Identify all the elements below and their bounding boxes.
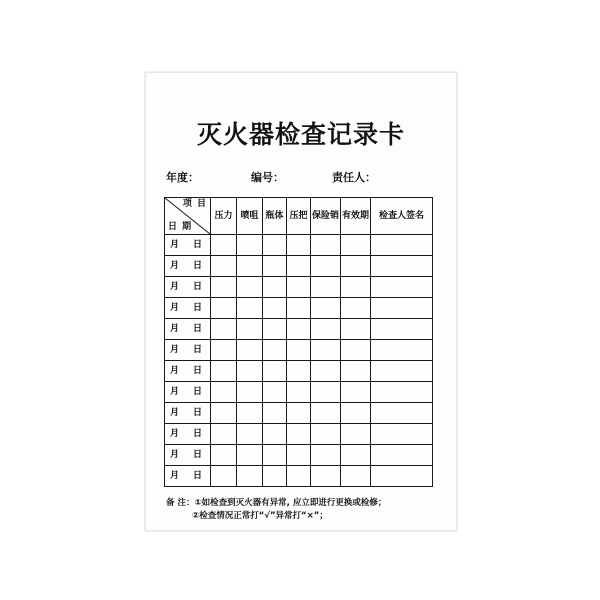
column-header-safety-pin: 保险销 [311, 198, 341, 235]
responsible-label: 责任人： [332, 171, 376, 184]
row-date-month: 月 [169, 281, 179, 292]
notes-line-1 [166, 497, 438, 510]
table-row [165, 319, 433, 340]
row-date-cell[interactable] [165, 424, 211, 445]
column-header-handle: 压把 [287, 198, 311, 235]
row-entry-cell[interactable] [263, 298, 287, 319]
row-entry-cell[interactable] [211, 361, 237, 382]
row-entry-cell[interactable] [341, 235, 371, 256]
table-row [165, 235, 433, 256]
row-entry-cell[interactable] [211, 445, 237, 466]
row-entry-cell[interactable] [263, 424, 287, 445]
row-entry-cell[interactable] [287, 235, 311, 256]
row-entry-cell[interactable] [371, 277, 433, 298]
row-entry-cell[interactable] [341, 403, 371, 424]
row-entry-cell[interactable] [341, 256, 371, 277]
row-entry-cell[interactable] [341, 361, 371, 382]
row-entry-cell[interactable] [211, 319, 237, 340]
row-entry-cell[interactable] [311, 298, 341, 319]
row-entry-cell[interactable] [211, 277, 237, 298]
row-entry-cell[interactable] [371, 361, 433, 382]
row-entry-cell[interactable] [237, 319, 263, 340]
row-entry-cell[interactable] [371, 256, 433, 277]
row-entry-cell[interactable] [311, 235, 341, 256]
row-entry-cell[interactable] [311, 382, 341, 403]
row-entry-cell[interactable] [237, 256, 263, 277]
inspection-table [164, 197, 433, 487]
row-date-cell[interactable] [165, 319, 211, 340]
row-entry-cell[interactable] [287, 298, 311, 319]
row-entry-cell[interactable] [263, 256, 287, 277]
row-date-cell[interactable] [165, 466, 211, 487]
column-header-signature: 检查人签名 [371, 198, 433, 235]
row-entry-cell[interactable] [287, 445, 311, 466]
row-date-day: 日 [193, 428, 203, 439]
row-entry-cell[interactable] [371, 298, 433, 319]
row-entry-cell[interactable] [237, 382, 263, 403]
row-date-cell[interactable] [165, 382, 211, 403]
row-entry-cell[interactable] [211, 466, 237, 487]
notes-prefix: 备 注： [166, 498, 195, 508]
row-entry-cell[interactable] [263, 403, 287, 424]
row-date-month: 月 [169, 323, 179, 334]
row-entry-cell[interactable] [237, 298, 263, 319]
row-entry-cell[interactable] [237, 340, 263, 361]
row-date-day: 日 [193, 281, 203, 292]
notes-text-1: ①如检查到灭火器有异常, 应立即进行更换或检修； [194, 498, 387, 508]
row-date-month: 月 [169, 239, 179, 250]
row-entry-cell[interactable] [237, 277, 263, 298]
row-date-cell[interactable] [165, 256, 211, 277]
row-entry-cell[interactable] [371, 466, 433, 487]
row-entry-cell[interactable] [287, 277, 311, 298]
row-date-day: 日 [193, 323, 203, 334]
table-row [165, 277, 433, 298]
row-date-day: 日 [193, 449, 203, 460]
row-entry-cell[interactable] [311, 361, 341, 382]
row-entry-cell[interactable] [311, 256, 341, 277]
row-date-month: 月 [169, 260, 179, 271]
notes-line-2: ②检查情况正常打“√”异常打“×”； [192, 511, 328, 522]
row-entry-cell[interactable] [263, 466, 287, 487]
row-entry-cell[interactable] [311, 340, 341, 361]
row-entry-cell[interactable] [341, 319, 371, 340]
row-entry-cell[interactable] [211, 424, 237, 445]
row-entry-cell[interactable] [287, 424, 311, 445]
row-date-cell[interactable] [165, 340, 211, 361]
row-date-month: 月 [169, 470, 179, 481]
row-date-month: 月 [169, 302, 179, 313]
row-entry-cell[interactable] [287, 403, 311, 424]
number-label: 编号： [251, 171, 284, 184]
table-corner-cell [165, 198, 211, 235]
row-entry-cell[interactable] [211, 382, 237, 403]
row-date-day: 日 [193, 365, 203, 376]
row-date-month: 月 [169, 428, 179, 439]
row-entry-cell[interactable] [371, 319, 433, 340]
row-date-cell[interactable] [165, 445, 211, 466]
table-body [165, 235, 433, 487]
table-row [165, 361, 433, 382]
table-row [165, 298, 433, 319]
row-entry-cell[interactable] [263, 319, 287, 340]
table-row [165, 256, 433, 277]
row-date-month: 月 [169, 344, 179, 355]
row-date-day: 日 [193, 344, 203, 355]
row-entry-cell[interactable] [371, 403, 433, 424]
row-entry-cell[interactable] [341, 424, 371, 445]
row-entry-cell[interactable] [371, 424, 433, 445]
row-entry-cell[interactable] [263, 340, 287, 361]
row-entry-cell[interactable] [237, 424, 263, 445]
row-entry-cell[interactable] [211, 340, 237, 361]
row-entry-cell[interactable] [311, 445, 341, 466]
row-date-day: 日 [193, 260, 203, 271]
column-header-pressure: 压力 [211, 198, 237, 235]
row-entry-cell[interactable] [341, 445, 371, 466]
table-row [165, 382, 433, 403]
row-entry-cell[interactable] [237, 361, 263, 382]
row-entry-cell[interactable] [263, 361, 287, 382]
row-entry-cell[interactable] [341, 382, 371, 403]
meta-row [164, 169, 438, 185]
row-entry-cell[interactable] [211, 256, 237, 277]
row-entry-cell[interactable] [311, 403, 341, 424]
row-entry-cell[interactable] [341, 340, 371, 361]
row-date-month: 月 [169, 365, 179, 376]
row-entry-cell[interactable] [211, 235, 237, 256]
row-entry-cell[interactable] [237, 445, 263, 466]
row-entry-cell[interactable] [287, 340, 311, 361]
row-date-cell[interactable] [165, 235, 211, 256]
row-entry-cell[interactable] [287, 256, 311, 277]
row-entry-cell[interactable] [287, 466, 311, 487]
row-date-day: 日 [193, 239, 203, 250]
row-entry-cell[interactable] [237, 403, 263, 424]
row-entry-cell[interactable] [211, 298, 237, 319]
row-entry-cell[interactable] [287, 319, 311, 340]
corner-date-label: 日 期 [168, 222, 193, 232]
row-date-day: 日 [193, 407, 203, 418]
row-entry-cell[interactable] [263, 277, 287, 298]
table-header-row [165, 198, 433, 235]
row-entry-cell[interactable] [341, 298, 371, 319]
row-entry-cell[interactable] [341, 277, 371, 298]
row-date-month: 月 [169, 407, 179, 418]
column-header-body: 瓶体 [263, 198, 287, 235]
row-entry-cell[interactable] [287, 382, 311, 403]
row-entry-cell[interactable] [237, 466, 263, 487]
page-title: 灭火器检查记录卡 [196, 120, 405, 149]
row-entry-cell[interactable] [371, 235, 433, 256]
table-row [165, 403, 433, 424]
row-date-cell[interactable] [165, 403, 211, 424]
record-card [145, 72, 457, 531]
row-entry-cell[interactable] [287, 361, 311, 382]
row-entry-cell[interactable] [311, 319, 341, 340]
year-label: 年度： [166, 171, 199, 184]
table-row [165, 424, 433, 445]
row-entry-cell[interactable] [263, 382, 287, 403]
table-row [165, 340, 433, 361]
row-entry-cell[interactable] [237, 235, 263, 256]
corner-item-label: 项 目 [182, 199, 207, 209]
row-date-cell[interactable] [165, 298, 211, 319]
row-date-day: 日 [193, 302, 203, 313]
row-entry-cell[interactable] [371, 340, 433, 361]
row-date-month: 月 [169, 386, 179, 397]
row-entry-cell[interactable] [371, 445, 433, 466]
row-date-cell[interactable] [165, 277, 211, 298]
row-date-cell[interactable] [165, 361, 211, 382]
row-entry-cell[interactable] [211, 403, 237, 424]
row-date-day: 日 [193, 386, 203, 397]
column-header-validity: 有效期 [341, 198, 371, 235]
row-entry-cell[interactable] [263, 235, 287, 256]
row-date-month: 月 [169, 449, 179, 460]
row-entry-cell[interactable] [341, 466, 371, 487]
column-header-nozzle: 喷咀 [237, 198, 263, 235]
row-entry-cell[interactable] [371, 382, 433, 403]
row-entry-cell[interactable] [311, 466, 341, 487]
row-date-day: 日 [193, 470, 203, 481]
card-content [164, 87, 438, 522]
notes-block [164, 497, 438, 523]
table-row [165, 466, 433, 487]
row-entry-cell[interactable] [311, 424, 341, 445]
row-entry-cell[interactable] [263, 445, 287, 466]
row-entry-cell[interactable] [311, 277, 341, 298]
table-row [165, 445, 433, 466]
